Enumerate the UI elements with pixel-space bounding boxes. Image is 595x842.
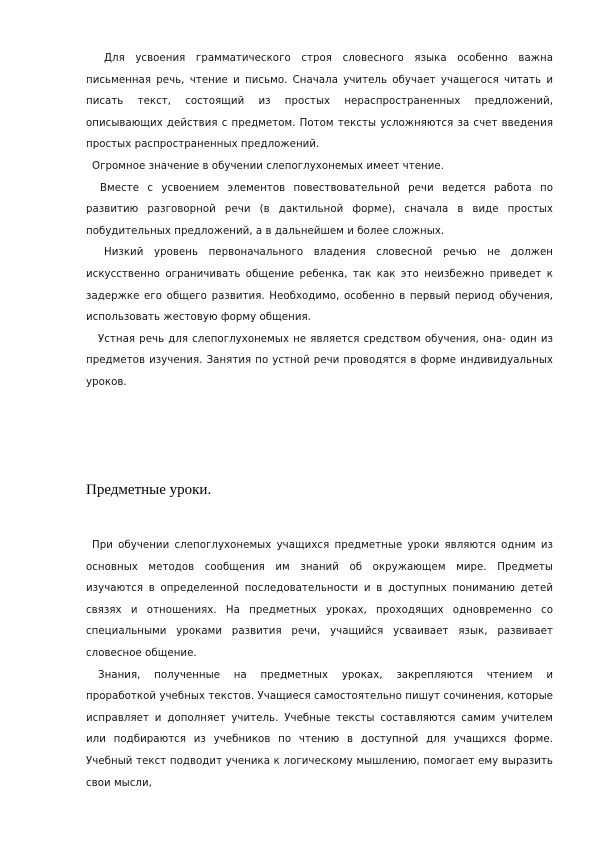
paragraph: При обучении слепоглухонемых учащихся предметные уроки являются одним из основных методов сообщения им знаний об окружающем мире. Предметы изучаются в определенной последовательности и в доступных пониманию детей связях и отношениях. На предметных уроках, проходящих одновременно со специальными уроками развития речи, учащийся усваивает язык, развивает словесное общение. — [86, 540, 553, 659]
paragraph: Устная речь для слепоглухонемых не является средством обучения, она- один из предметов изучения. Занятия по устной речи проводятся в форме индивидуальных уроков. — [86, 333, 553, 388]
section-1-body — [86, 48, 553, 394]
paragraph: Огромное значение в обучении слепоглухонемых имеет чтение. — [92, 160, 445, 172]
section-2-body — [86, 535, 553, 794]
paragraph: Для усвоения грамматического строя словесного языка особенно важна письменная речь, чтение и письмо. Сначала учитель обучает учащегося читать и писать текст, состоящий из простых нераспространенных предложений, описывающих действия с предметом. Потом тексты усложняются за счет введения простых распространенных предложений. — [86, 53, 553, 151]
paragraph: Знания, полученные на предметных уроках, закрепляются чтением и проработкой учебных текстов. Учащиеся самостоятельно пишут сочинения, которые исправляет и дополняет учитель. Учебные тексты составляются самим учителем или подбираются из учебников по чтению в доступной для учащихся форме. Учебный текст подводит ученика к логическому мышлению, помогает ему выразить свои мысли, — [86, 669, 553, 789]
section-heading: Предметные уроки. — [86, 482, 212, 498]
paragraph: Низкий уровень первоначального владения словесной речью не должен искусственно ограничивать общение ребенка, так как это неизбежно приведет к задержке его общего развития. Необходимо, особенно в первый период обучения, использовать жестовую форму общения. — [86, 247, 553, 324]
paragraph: Вместе с усвоением элементов повествовательной речи ведется работа по развитию разговорной речи (в дактильной форме), сначала в виде простых побудительных предложений, а в дальнейшем и более сложных. — [86, 182, 553, 237]
